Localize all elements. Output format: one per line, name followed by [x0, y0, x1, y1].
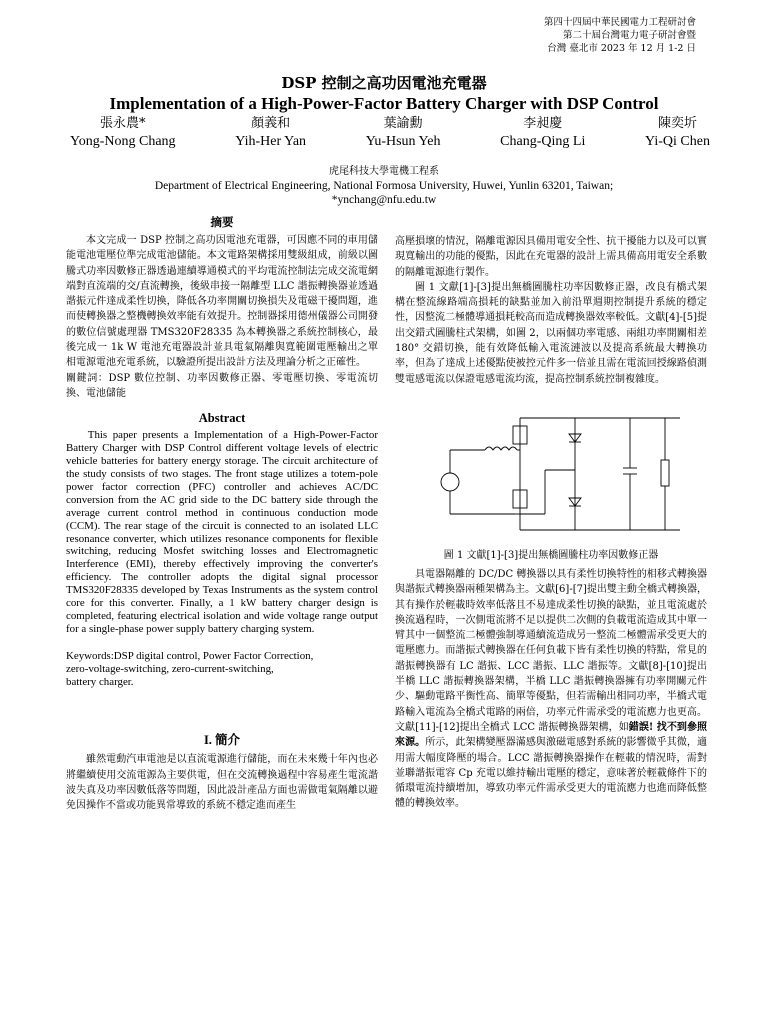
intro-continued-paragraph: 高壓損壞的情況，隔離電源因具備用電安全性、抗干擾能力以及可以實現寬輸出的功能的優點，因此在充電器的設計上需具備高用電安全系數的隔離電源進行製作。 [395, 236, 707, 278]
author-5-zh: 陳奕圻 [658, 116, 698, 131]
keywords-en-line-1: Keywords:DSP digital control, Power Factor Correction, [66, 649, 314, 662]
affiliation-en: Department of Electrical Engineering, National Formosa University, Huwei, Yunlin 63201, Taiwan; [154, 180, 614, 192]
intro-paragraph-2: 圖 1 文獻[1]-[3]提出無橋圖騰柱功率因數修正器，改良有橋式架構在整流線路端高損耗的缺點並加入前沿單週期控制提升系統的穩定性，因整流二極體導通損耗較高而造成轉換器效率較低。文獻[4]-[5]提出交錯式圖騰柱式架構，如圖 2，以兩個功率電感、兩組功率開關相差 180° 交錯切換，能有效降低輸入電流漣波以及提高系統最大轉換功率，但為了達成上述優點使被控元件多一倍並且需在電流回授線路偵測雙電感電流以保證電感電流均流，提高控制系統控制複雜度。 [395, 281, 707, 385]
author-3 [366, 115, 441, 151]
keywords-en-line-2: zero-voltage-switching, zero-current-switching, [66, 662, 274, 675]
author-2 [235, 115, 306, 151]
intro-paragraph-3 [395, 567, 707, 812]
keywords-en-line-3: battery charger. [66, 675, 134, 688]
figure-1 [395, 410, 707, 538]
section-1-title: I. 簡介 [203, 733, 241, 748]
reference-error-text: 錯誤! 找不到參照來源。 [395, 721, 708, 749]
affiliation-zh: 虎尾科技大學電機工程系 [329, 166, 439, 177]
affiliation [0, 165, 768, 207]
author-1-zh: 張永農* [100, 116, 146, 131]
abstract-zh-body: 本文完成一 DSP 控制之高功因電池充電器，可因應不同的車用儲能電池電壓位準完成電池儲能。本文電路架構採用雙級組成，前級以圖騰式功率因數修正器透過連續導通模式的平均電流控制法完成交流電網端對直流端的交/直流轉換，後級串接一隔離型 LLC 諧振轉換器並透過諧振元件達成柔性切換，降低各功率開關切換損失及電磁干擾問題，進而使轉換器之整機轉換效率能有效提升。控制器採用德州儀器公司開發的數位信號處理器 TMS320F28335 為本轉換器之系統控制核心，最後完成一 1k W 電池充電器設計並具電氣隔離與寬範圍電壓輸出之單相電源電池充電系統，以驗證所提出設計方法及理論分析之正確性。 [66, 235, 378, 369]
author-4-zh: 李昶慶 [523, 116, 563, 131]
author-5 [645, 115, 710, 151]
section-1-paragraph: 雖然電動汽車電池是以直流電源進行儲能，而在未來幾十年內也必將繼續使用交流電源為主要供電，但在交流轉換過程中容易產生電流諧波失真及功率因數低落等問題，因此設計產品方面也需做電氣隔離以避免因操作不當或功能異常導致的系統不穩定進而產生 [66, 754, 378, 812]
author-list [70, 115, 710, 151]
author-3-en: Yu-Hsun Yeh [365, 134, 441, 149]
author-4-en: Chang-Qing Li [500, 134, 586, 149]
intro-paragraph-3-part-a: 具電器隔離的 DC/DC 轉換器以具有柔性切換特性的相移式轉換器與諧振式轉換器兩種架構為主。文獻[6]-[7]提出雙主動全橋式轉換器，其有操作於輕載時效率低落且不易達成柔性切換的缺點，並且電流處於換流過程時，一次側電流將不足以提供二次側的負載電流造成其中單一臂其中一個整流二極體強制導通續流造成另一整流二極體需承受更大的電壓應力。而諧振式轉換器在任何負載下皆有柔性切換的特點，常見的諧振轉換器有 LC 諧振、LCC 諧振、LLC 諧振等。文獻[8]-[10]提出半橋 LLC 諧振轉換器架構，半橋 LLC 諧振轉換器擁有功率開關元件少、驅動電路平衡性高、簡單等優點，但若需輸出相同功率，半橋式電路輸入電流為全橋式電路的兩倍，功率元件需承受的電流應力也更高。文獻[11]-[12]提出全橋式 LCC 諧振轉換器架構，如 [395, 568, 707, 733]
conference-header [506, 16, 696, 55]
right-column [395, 234, 707, 812]
abstract-zh-title: 摘要 [210, 215, 234, 229]
author-email: *ynchang@nfu.edu.tw [331, 194, 437, 206]
author-1 [70, 115, 176, 151]
left-column [66, 214, 378, 814]
figure-1-caption: 圖 1 文獻[1]-[3]提出無橋圖騰柱功率因數修正器 [443, 549, 659, 561]
abstract-en-title: Abstract [198, 411, 246, 426]
author-3-zh: 葉諭勳 [383, 116, 423, 131]
totem-pole-pfc-circuit-diagram [395, 410, 707, 538]
author-1-en: Yong-Nong Chang [70, 134, 176, 149]
conference-line-2: 第二十屆台灣電力電子研討會暨 [562, 30, 696, 41]
conference-line-3: 台灣 臺北市 2023 年 12 月 1-2 日 [547, 43, 696, 54]
title-english: Implementation of a High-Power-Factor Battery Charger with DSP Control [109, 94, 659, 113]
title-chinese: DSP 控制之高功因電池充電器 [281, 74, 487, 92]
conference-line-1: 第四十四屆中華民國電力工程研討會 [543, 17, 696, 28]
abstract-en-body: This paper presents a Implementation of a High-Power-Factor Battery Charger with DSP Control different voltage levels of electric vehicle batteries for battery energy storage. The circuit architecture of the study consists of two stages. The front stage utilizes a totem-pole power factor correction (PFC) controller and achieves AC/DC conversion from the AC grid side to the DC battery side through the average current control method in continuous conduction mode (CCM). The rear stage of the circuit is connected to an isolated LLC resonance converter, which utilizes resonance components for flexible switching, reducing Mosfet switching losses and Electromagnetic Interference (EMI), thereby effectively improving the converter's efficiency. The controller adopts the digital signal processor TMS320F28335 developed by Texas Instruments as the system control core for this converter. Finally, a 1 kW battery charger design is completed, featuring electrical isolation and wide voltage range output for a single-phase power supply battery charging system. [66, 429, 378, 635]
keywords-zh: 關鍵詞：DSP 數位控制、功率因數修正器、零電壓切換、零電流切換、電池儲能 [66, 372, 378, 399]
author-2-en: Yih-Her Yan [235, 134, 307, 149]
author-2-zh: 顏義和 [251, 116, 291, 131]
author-5-en: Yi-Qi Chen [645, 134, 710, 149]
author-4 [500, 115, 585, 151]
keywords-en [66, 650, 378, 689]
intro-paragraph-3-part-b: 所示，此架構變壓器滿感與激磁電感對系統的影響微乎其微，適用需大幅度降壓的場合。LCC 諧振轉換器操作在輕載的情況時，需對並聯諧振電容 Cp 充電以維持輸出電壓的穩定，意味著於輕載條件下的循環電流持續增加，導致功率元件需承受更大的電流應力也進而降低整體的轉換效率。 [395, 737, 708, 810]
